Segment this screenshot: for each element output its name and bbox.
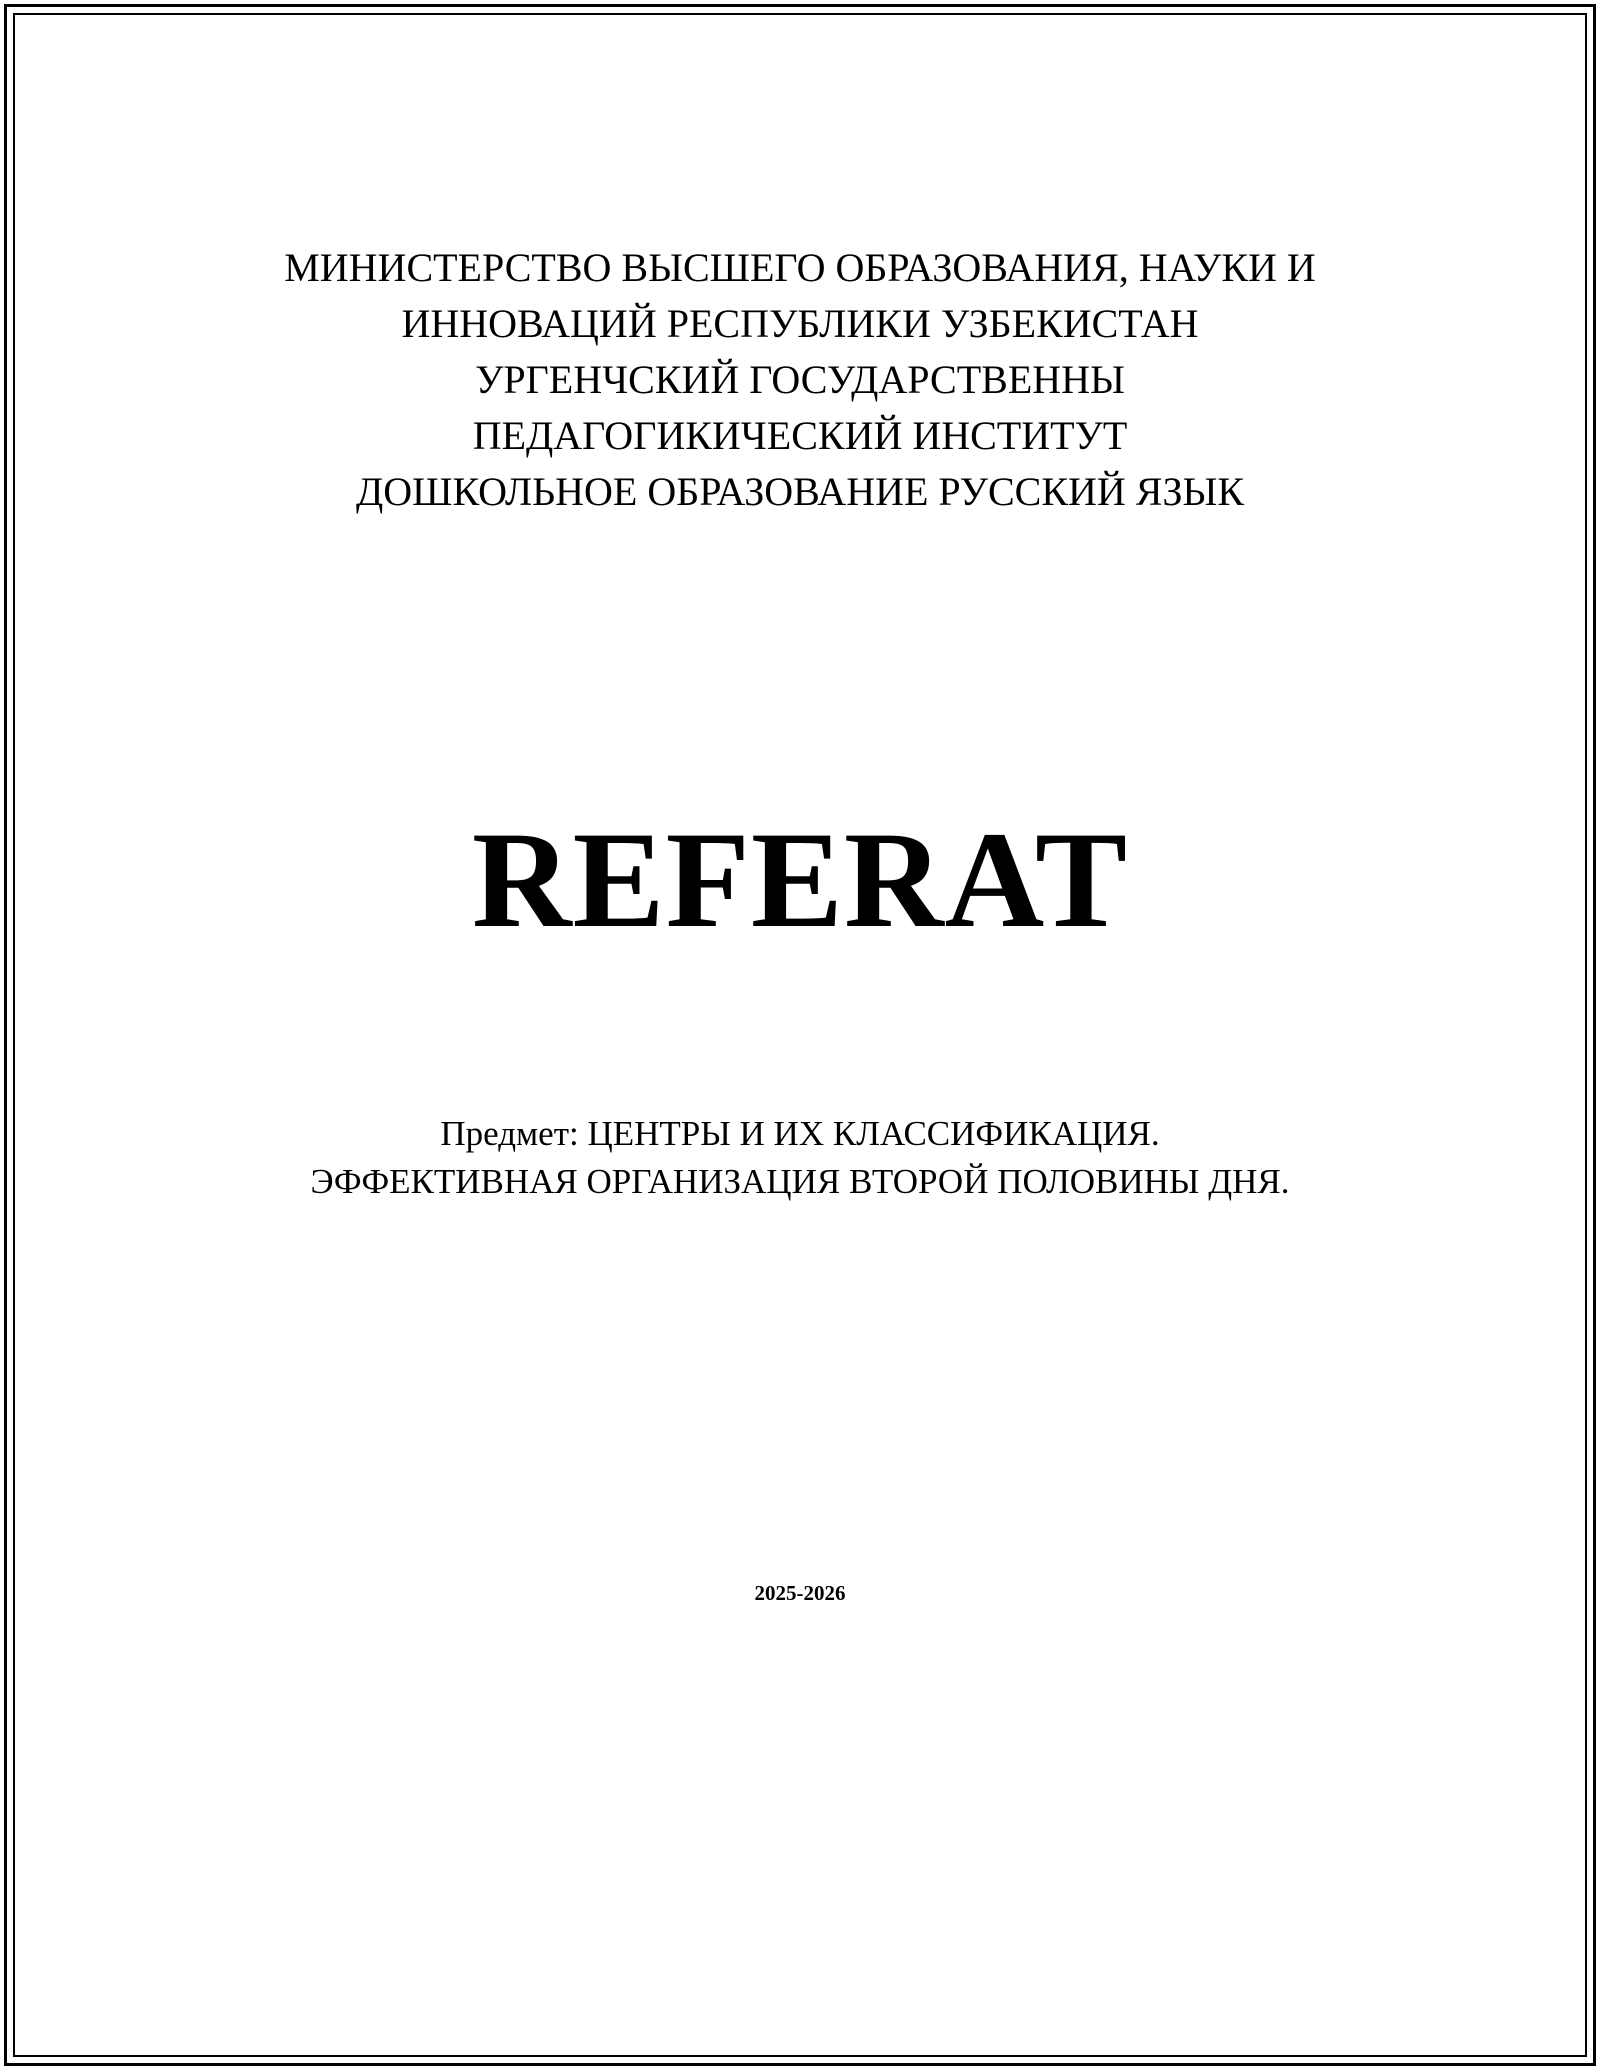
institution-header	[0, 240, 1600, 520]
document-title: REFERAT	[471, 803, 1129, 956]
institution-line-republic: ИННОВАЦИЙ РЕСПУБЛИКИ УЗБЕКИСТАН	[401, 301, 1199, 346]
subject-line-2: ЭФФЕКТИВНАЯ ОРГАНИЗАЦИЯ ВТОРОЙ ПОЛОВИНЫ ДНЯ.	[310, 1162, 1290, 1201]
institution-line-department: ДОШКОЛЬНОЕ ОБРАЗОВАНИЕ РУССКИЙ ЯЗЫК	[355, 469, 1245, 514]
institution-line-university: УРГЕНЧСКИЙ ГОСУДАРСТВЕННЫ	[475, 357, 1125, 402]
subject-block	[0, 1110, 1600, 1206]
subject-line-1: Предмет: ЦЕНТРЫ И ИХ КЛАССИФИКАЦИЯ.	[440, 1114, 1160, 1153]
institution-line-ministry: МИНИСТЕРСТВО ВЫСШЕГО ОБРАЗОВАНИЯ, НАУКИ И	[284, 245, 1316, 290]
academic-year: 2025-2026	[754, 1581, 846, 1605]
institution-line-institute: ПЕДАГОГИКИЧЕСКИЙ ИНСТИТУТ	[472, 413, 1128, 458]
